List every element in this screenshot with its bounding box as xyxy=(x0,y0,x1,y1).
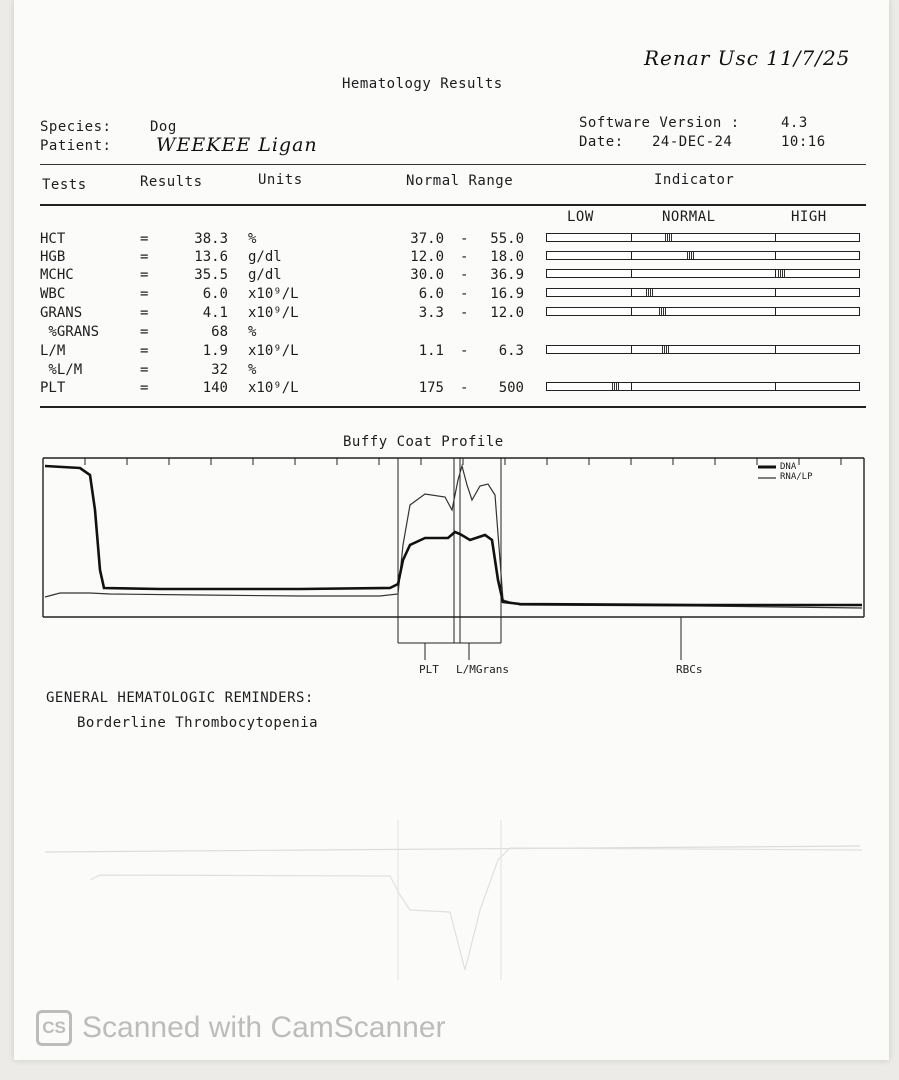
range-low: 30.0 xyxy=(410,267,444,283)
equals-sign: = xyxy=(140,249,149,265)
software-version-label: Software Version : xyxy=(579,115,740,131)
region-label-rbcs: RBCs xyxy=(676,663,703,676)
result-value: 6.0 xyxy=(202,286,228,302)
unit: % xyxy=(248,362,257,378)
test-name: MCHC xyxy=(40,267,74,283)
equals-sign: = xyxy=(140,286,149,302)
equals-sign: = xyxy=(140,343,149,359)
range-low: 6.0 xyxy=(418,286,444,302)
range-low: 175 xyxy=(418,380,444,396)
unit: % xyxy=(248,324,257,340)
report-title: Hematology Results xyxy=(342,76,503,92)
range-low: 12.0 xyxy=(410,249,444,265)
col-units: Units xyxy=(258,172,303,188)
test-name: HGB xyxy=(40,249,66,265)
result-value: 4.1 xyxy=(202,305,228,321)
test-name: GRANS xyxy=(40,305,83,321)
unit: x10⁹/L xyxy=(248,286,299,302)
legend-dna: DNA xyxy=(780,462,797,472)
range-high: 18.0 xyxy=(490,249,524,265)
profile-title: Buffy Coat Profile xyxy=(343,434,504,450)
unit: x10⁹/L xyxy=(248,380,299,396)
bleed-through-profile xyxy=(0,800,899,1000)
camscanner-watermark xyxy=(36,1010,446,1046)
species-label: Species: xyxy=(40,119,112,135)
unit: g/dl xyxy=(248,249,282,265)
reminder-item: Borderline Thrombocytopenia xyxy=(77,715,319,731)
region-label-plt: PLT xyxy=(419,663,439,676)
equals-sign: = xyxy=(140,231,149,247)
result-value: 1.9 xyxy=(202,343,228,359)
test-name: WBC xyxy=(40,286,66,302)
range-dash: - xyxy=(460,305,469,321)
test-name: L/M xyxy=(40,343,66,359)
unit: % xyxy=(248,231,257,247)
camscanner-logo-icon: CS xyxy=(36,1010,72,1046)
unit: g/dl xyxy=(248,267,282,283)
handwritten-note: Renar Usc 11/7/25 xyxy=(644,46,851,70)
range-low: 1.1 xyxy=(418,343,444,359)
date-value: 24-DEC-24 xyxy=(652,134,733,150)
result-value: 35.5 xyxy=(194,267,228,283)
equals-sign: = xyxy=(140,267,149,283)
col-normal-range: Normal Range xyxy=(406,173,514,189)
range-dash: - xyxy=(460,249,469,265)
unit: x10⁹/L xyxy=(248,343,299,359)
col-indicator: Indicator xyxy=(654,172,735,188)
test-name: PLT xyxy=(40,380,66,396)
col-tests: Tests xyxy=(42,177,87,193)
unit: x10⁹/L xyxy=(248,305,299,321)
patient-name-handwritten: WEEKEE Ligan xyxy=(156,134,318,156)
test-name: HCT xyxy=(40,231,66,247)
range-high: 500 xyxy=(498,380,524,396)
legend-rna-lp: RNA/LP xyxy=(780,472,813,482)
result-value: 68 xyxy=(211,324,228,340)
time-value: 10:16 xyxy=(781,134,826,150)
software-version-value: 4.3 xyxy=(781,115,808,131)
equals-sign: = xyxy=(140,362,149,378)
range-dash: - xyxy=(460,343,469,359)
range-dash: - xyxy=(460,231,469,247)
result-value: 32 xyxy=(211,362,228,378)
range-low: 37.0 xyxy=(410,231,444,247)
equals-sign: = xyxy=(140,324,149,340)
indicator-normal-label: NORMAL xyxy=(662,209,716,225)
range-dash: - xyxy=(460,286,469,302)
range-low: 3.3 xyxy=(418,305,444,321)
equals-sign: = xyxy=(140,305,149,321)
col-results: Results xyxy=(140,174,203,190)
range-dash: - xyxy=(460,267,469,283)
camscanner-text: Scanned with CamScanner xyxy=(82,1011,446,1044)
indicator-high-label: HIGH xyxy=(791,209,827,225)
range-high: 6.3 xyxy=(498,343,524,359)
result-value: 38.3 xyxy=(194,231,228,247)
bleed-through-text xyxy=(90,736,325,751)
range-high: 36.9 xyxy=(490,267,524,283)
range-high: 12.0 xyxy=(490,305,524,321)
range-high: 55.0 xyxy=(490,231,524,247)
indicator-low-label: LOW xyxy=(567,209,594,225)
region-label-lmgrans: L/MGrans xyxy=(456,663,509,676)
reminders-heading: GENERAL HEMATOLOGIC REMINDERS: xyxy=(46,690,314,706)
result-value: 140 xyxy=(202,380,228,396)
equals-sign: = xyxy=(140,380,149,396)
test-name: %GRANS xyxy=(40,324,100,340)
test-name: %L/M xyxy=(40,362,83,378)
range-dash: - xyxy=(460,380,469,396)
patient-label: Patient: xyxy=(40,138,112,154)
range-high: 16.9 xyxy=(490,286,524,302)
species-value: Dog xyxy=(150,119,177,135)
date-label: Date: xyxy=(579,134,624,150)
result-value: 13.6 xyxy=(194,249,228,265)
